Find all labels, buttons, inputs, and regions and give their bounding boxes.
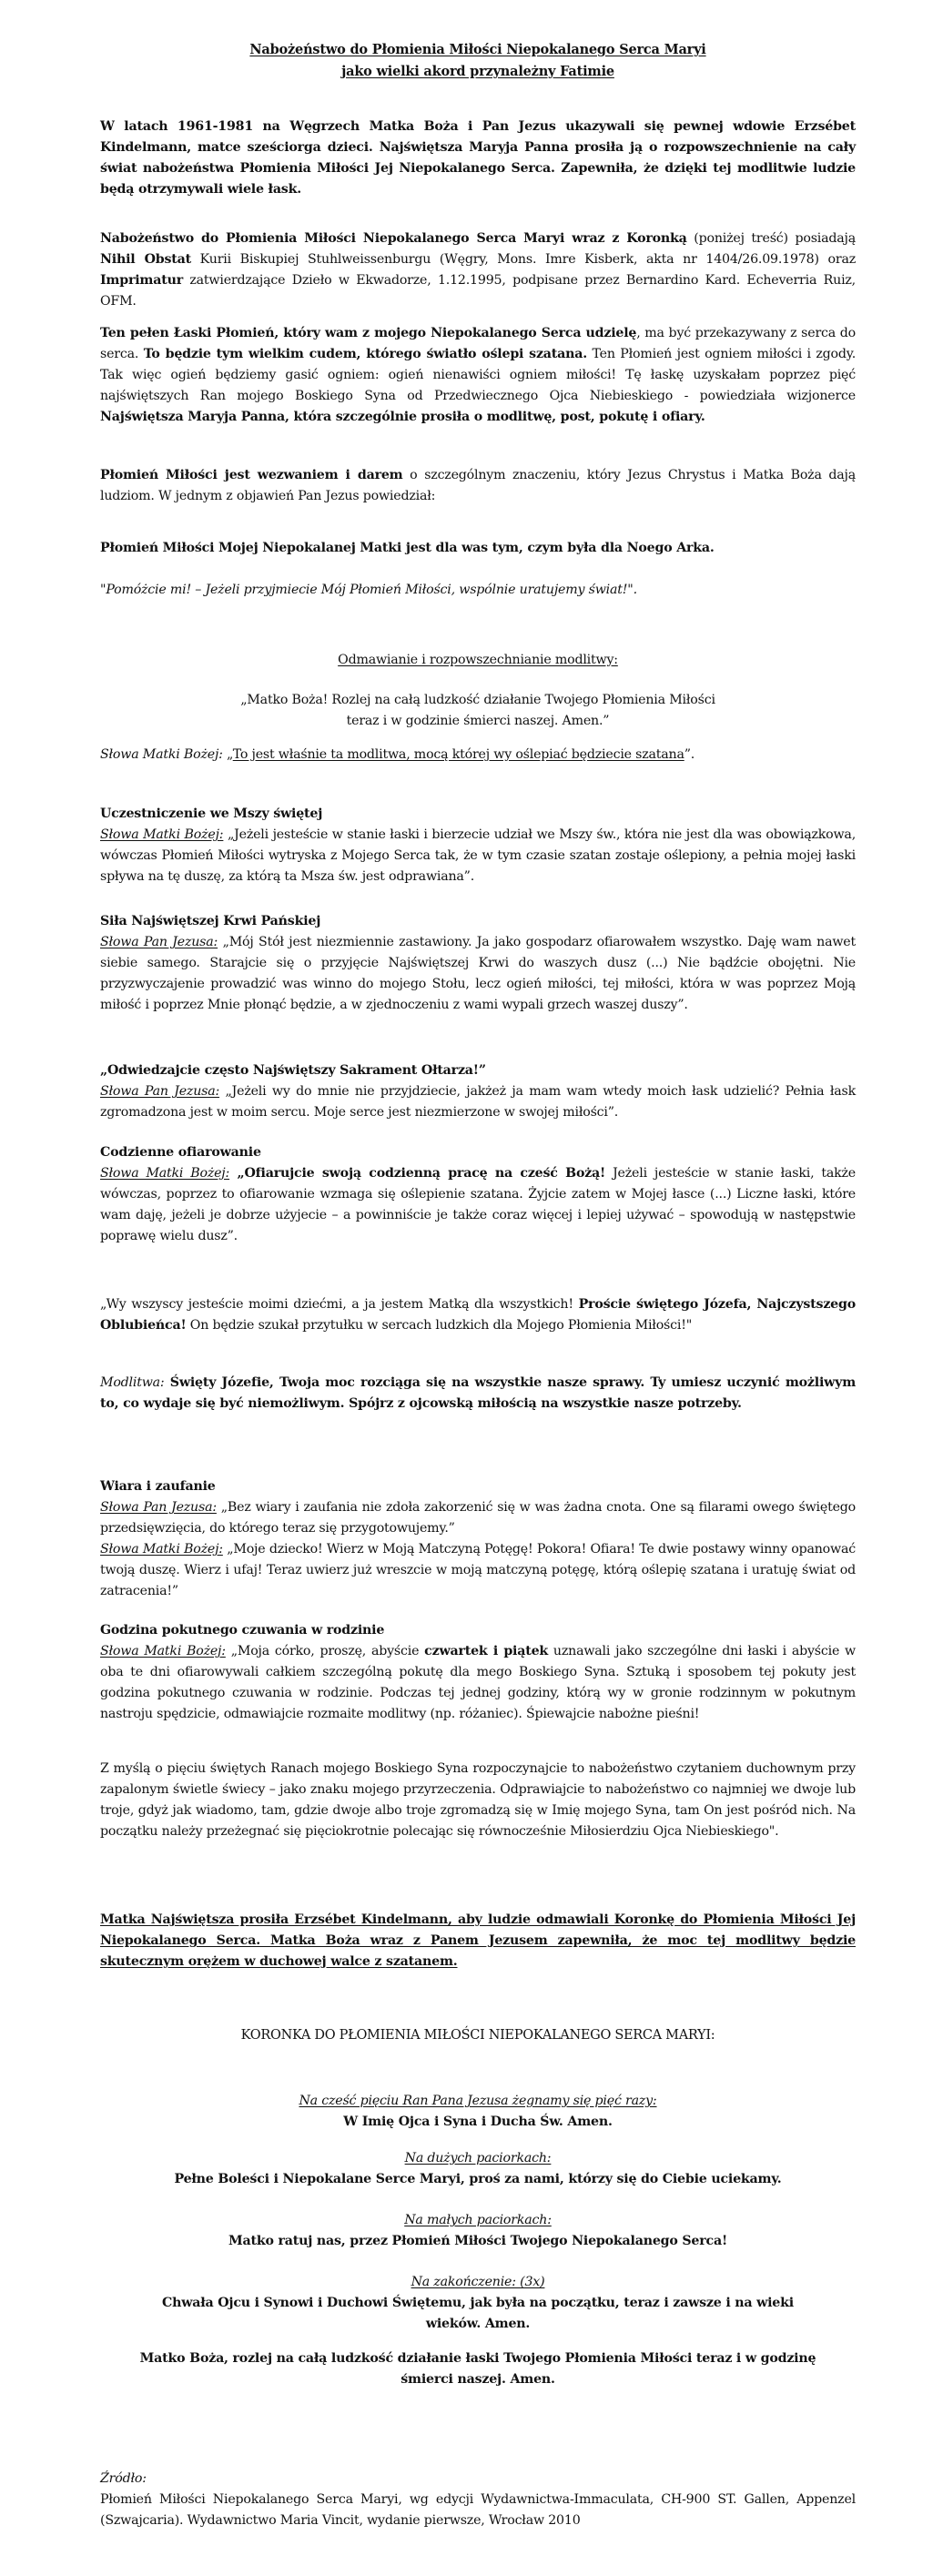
p2-text-1: (poniżej treść) posiadają — [686, 231, 857, 246]
source-label: Źródło: — [100, 2471, 147, 2486]
p2-text-2: Kurii Biskupiej Stuhlweissenburgu (Węgry, Mons. Imre Kisberk, akta nr 1404/26.09.1978) oraz — [190, 252, 856, 267]
section-mass-label: Słowa Matki Bożej: — [100, 827, 224, 842]
section-blood — [100, 911, 856, 1016]
mother-words-close: ”. — [684, 747, 695, 762]
chaplet-step-4-text: Chwała Ojcu i Synowi i Duchowi Świętemu, jak była na początku, teraz i zawsze i na wieki wieków. Amen. — [162, 2296, 794, 2331]
section-vigil-text-1: „Moja córko, proszę, abyście — [225, 1644, 425, 1658]
section-blood-label: Słowa Pan Jezusa: — [100, 935, 218, 949]
mother-words-open: „ — [222, 747, 233, 762]
section-vigil — [100, 1620, 856, 1725]
title-line-1: Nabożeństwo do Płomienia Miłości Niepokalanego Serca Maryi — [249, 42, 706, 57]
imprimatur: Imprimatur — [100, 273, 183, 288]
section-faith-label-2: Słowa Matki Bożej: — [100, 1542, 223, 1557]
joseph-prayer-label: Modlitwa: — [100, 1375, 165, 1390]
chaplet-heading: KORONKA DO PŁOMIENIA MIŁOŚCI NIEPOKALANEGO SERCA MARYI: — [240, 2028, 715, 2043]
chaplet-step-3-text: Matko ratuj nas, przez Płomień Miłości Twojego Niepokalanego Serca! — [228, 2234, 727, 2248]
section-joseph — [100, 1294, 856, 1336]
main-prayer-line-1: „Matko Boża! Rozlej na całą ludzkość działanie Twojego Płomienia Miłości — [240, 693, 715, 707]
p4-text: o szczególnym znaczeniu, który Jezus Chrystus i Matka Boża dają ludziom. W jednym z objawień Pan Jezus powiedział: — [100, 468, 856, 503]
section-offering-bold: „Ofiarujcie swoją codzienną pracę na cześć Bożą! — [229, 1166, 606, 1181]
help-quote: "Pomóżcie mi! – Jeżeli przyjmiecie Mój Płomień Miłości, wspólnie uratujemy świat!". — [100, 583, 637, 597]
recitation-heading-text: Odmawianie i rozpowszechnianie modlitwy: — [338, 653, 618, 667]
chaplet-step-1-text: W Imię Ojca i Syna i Ducha Św. Amen. — [343, 2115, 613, 2129]
section-faith — [100, 1476, 856, 1602]
chaplet-step-4-label: Na zakończenie: (3x) — [411, 2275, 545, 2289]
section-mass — [100, 804, 856, 887]
source — [100, 2469, 856, 2531]
mother-words-label: Słowa Matki Bożej: — [100, 747, 223, 762]
section-offering-label: Słowa Matki Bożej: — [100, 1166, 230, 1181]
section-faith-heading: Wiara i zaufanie — [100, 1479, 216, 1494]
section-visit-label: Słowa Pan Jezusa: — [100, 1084, 220, 1099]
p4-bold: Płomień Miłości jest wezwaniem i darem — [100, 468, 403, 482]
p3-text-1: , ma być przekazywany z serca do serca. — [100, 326, 857, 361]
chaplet-step-1-label: Na cześć pięciu Ran Pana Jezusa żegnamy się pięć razy: — [299, 2094, 657, 2108]
joseph-prayer — [100, 1373, 856, 1415]
chaplet-step-4 — [155, 2272, 801, 2335]
section-vigil-text-2: uznawali jako szczególne dni łaski i abyście w oba te dni ofiarowywali całkiem szczególną pokutę dla mego Boskiego Syna. Sztuką i sposobem tej pokuty jest godzina pokutnego czuwania w rodzinie. Podczas tej jednej godziny, którą wy w gronie rodzinnym w pokutnym nastroju spędzicie, odmawiajcie rozmaite modlitwy (np. różaniec). Śpiewajcie nabożne pieśni! — [100, 1644, 856, 1721]
section-offering-text: Jeżeli jesteście w stanie łaski, także wówczas, poprzez to ofiarowanie wzmaga się oślepienie szatana. Żyjcie zatem w Mojej łasce (...) Liczne łaski, które wam daję, jeżeli je dobrze użyjecie – a powinniście je także coraz więcej i lepiej używać – spowodują w następstwie poprawę wielu dusz”. — [100, 1166, 857, 1243]
main-prayer — [100, 690, 856, 732]
section-mass-heading: Uczestniczenie we Mszy świętej — [100, 806, 323, 821]
p2-text-3: zatwierdzające Dzieło w Ekwadorze, 1.12.1995, podpisane przez Bernardino Kard. Echeverria Ruiz, OFM. — [100, 273, 856, 309]
chaplet-step-1 — [100, 2091, 856, 2133]
document-title — [100, 39, 856, 83]
section-offering-heading: Codzienne ofiarowanie — [100, 1145, 261, 1160]
joseph-text-2: On będzie szukał przytułku w sercach ludzkich dla Mojego Płomienia Miłości!" — [186, 1318, 693, 1333]
closing-note: Matka Najświętsza prosiła Erzsébet Kindelmann, aby ludzie odmawiali Koronkę do Płomienia Miłości Jej Niepokalanego Serca. Matka Boża wraz z Panem Jezusem zapewniła, że moc tej modlitwy będzie skutecznym orężem w duchowej walce z szatanem. — [100, 1912, 856, 1969]
ark-sentence: Płomień Miłości Mojej Niepokalanej Matki jest dla was tym, czym była dla Noego Arka. — [100, 541, 715, 555]
section-vigil-heading: Godzina pokutnego czuwania w rodzinie — [100, 1623, 385, 1638]
main-prayer-line-2: teraz i w godzinie śmierci naszej. Amen.” — [346, 714, 610, 728]
mother-words — [100, 745, 856, 766]
section-faith-text-1: „Bez wiary i zaufania nie zdoła zakorzenić się w was żadna cnota. One są filarami owego świętego przedsięwzięcia, do którego teraz się przygotowujemy.” — [100, 1500, 856, 1536]
p3-bold-2: To będzie tym wielkim cudem, którego światło oślepi szatana. — [143, 347, 587, 361]
chaplet-final-prayer: Matko Boża, rozlej na całą ludzkość działanie łaski Twojego Płomienia Miłości teraz i w godzinę śmierci naszej. Amen. — [139, 2351, 816, 2387]
joseph-bold: Proście świętego Józefa, Najczystszego Oblubieńca! — [100, 1297, 856, 1333]
title-line-2: jako wielki akord przynależny Fatimie — [341, 64, 614, 79]
section-visit-heading: „Odwiedzajcie często Najświętszy Sakrament Ołtarza!” — [100, 1063, 486, 1078]
chaplet-step-2-text: Pełne Boleści i Niepokalane Serce Maryi, proś za nami, którzy się do Ciebie uciekamy. — [174, 2172, 782, 2186]
joseph-prayer-text: Święty Józefie, Twoja moc rozciąga się na wszystkie nasze sprawy. Ty umiesz uczynić możliwym to, co wydaje się być niemożliwym. Spójrz z ojcowską miłością na wszystkie nasze potrzeby. — [100, 1375, 856, 1411]
section-blood-heading: Siła Najświętszej Krwi Pańskiej — [100, 914, 321, 928]
section-blood-text: „Mój Stół jest niezmiennie zastawiony. Ja jako gospodarz ofiarowałem wszystko. Daję wam nawet siebie samego. Starajcie się o przyjęcie Najświętszej Krwi do waszych dusz (...) Nie bądźcie obojętni. Nie przyzwyczajenie prowadzić was winno do mojego Stołu, lecz ogień miłości, tej miłości, która w was poprzez Moją miłość i poprzez Mnie płonąć będzie, a w zjednoczeniu z wami wypali grzech waszej duszy”. — [100, 935, 856, 1012]
section-visit-text: „Jeżeli wy do mnie nie przyjdziecie, jakżeż ja mam wam wtedy moich łask udzielić? Pełnia łask zgromadzona jest w moim sercu. Moje serce jest niezmierzone w swojej miłości”. — [100, 1084, 856, 1120]
intro-paragraph-3 — [100, 323, 856, 428]
mother-words-text: To jest właśnie ta modlitwa, mocą której wy oślepiać będziecie szatana — [232, 747, 684, 762]
p2-bold-1: Nabożeństwo do Płomienia Miłości Niepokalanego Serca Maryi wraz z Koronką — [100, 231, 687, 246]
section-visit — [100, 1060, 856, 1123]
recitation-heading — [100, 650, 856, 671]
section-faith-text-2: „Moje dziecko! Wierz w Moją Matczyną Potęgę! Pokora! Ofiara! Te dwie postawy winny opanować twoją duszę. Wierz i ufaj! Teraz uwierz już wreszcie w moją matczyną potęgę, którą oślepię szatana i uratuję świat od zatracenia!” — [100, 1542, 856, 1598]
chaplet-step-3 — [100, 2210, 856, 2252]
nihil-obstat: Nihil Obstat — [100, 252, 191, 267]
p3-bold-3: Najświętsza Maryja Panna, która szczególnie prosiła o modlitwę, post, pokutę i ofiary. — [100, 410, 705, 424]
section-vigil-label: Słowa Matki Bożej: — [100, 1644, 226, 1658]
section-vigil-paragraph-2: Z myślą o pięciu świętych Ranach mojego Boskiego Syna rozpoczynajcie to nabożeństwo czytaniem duchownym przy zapalonym świetle świecy – jako znaku mojego przyrzeczenia. Odprawiajcie to nabożeństwo co najmniej we dwoje lub troje, gdyż jak wiadomo, tam, gdzie dwoje albo troje zgromadzą się w Imię mojego Syna, tam On jest pośród nich. Na początku należy przeżegnać się pięciokrotnie polecając się równocześnie Miłosierdziu Ojca Niebieskiego". — [100, 1761, 856, 1839]
section-offering — [100, 1142, 856, 1247]
chaplet-step-2 — [100, 2148, 856, 2190]
joseph-text-1: „Wy wszyscy jesteście moimi dziećmi, a ja jestem Matką dla wszystkich! — [100, 1297, 579, 1312]
source-text: Płomień Miłości Niepokalanego Serca Maryi, wg edycji Wydawnictwa-Immaculata, CH-900 ST. Gallen, Appenzel (Szwajcaria). Wydawnictwo Maria Vincit, wydanie pierwsze, Wrocław 2010 — [100, 2492, 856, 2528]
section-vigil-bold: czwartek i piątek — [424, 1644, 549, 1658]
section-faith-label-1: Słowa Pan Jezusa: — [100, 1500, 217, 1515]
intro-paragraph-1: W latach 1961-1981 na Węgrzech Matka Boża i Pan Jezus ukazywali się pewnej wdowie Erzsébet Kindelmann, matce sześciorga dzieci. Najświętsza Maryja Panna prosiła ją o rozpowszechnienie na cały świat nabożeństwa Płomienia Miłości Jej Niepokalanego Serca. Zapewniła, że dzięki tej modlitwie ludzie będą otrzymywali wiele łask. — [100, 119, 856, 197]
p3-bold-1: Ten pełen Łaski Płomień, który wam z mojego Niepokalanego Serca udzielę — [100, 326, 637, 340]
section-mass-text: „Jeżeli jesteście w stanie łaski i bierzecie udział we Mszy św., która nie jest dla was obowiązkowa, wówczas Płomień Miłości wytryska z Mojego Serca tak, że w tym czasie szatan zostaje oślepiony, a pełnia mojej łaski spływa na tę duszę, za którą ta Msza św. jest odprawiana”. — [100, 827, 857, 884]
chaplet-step-2-label: Na dużych paciorkach: — [404, 2151, 552, 2165]
p3-text-2: Ten Płomień jest ogniem miłości i zgody. Tak więc ogień będziemy gasić ogniem: ogień nienawiści ogniem miłości! Tę łaskę uzyskałam poprzez pięć najświętszych Ran mojego Boskiego Syna od Przedwiecznego Ojca Niebieskiego - powiedziała wizjonerce — [100, 347, 857, 403]
intro-paragraph-4 — [100, 465, 856, 507]
chaplet-step-3-label: Na małych paciorkach: — [404, 2213, 552, 2227]
intro-paragraph-2 — [100, 228, 856, 312]
